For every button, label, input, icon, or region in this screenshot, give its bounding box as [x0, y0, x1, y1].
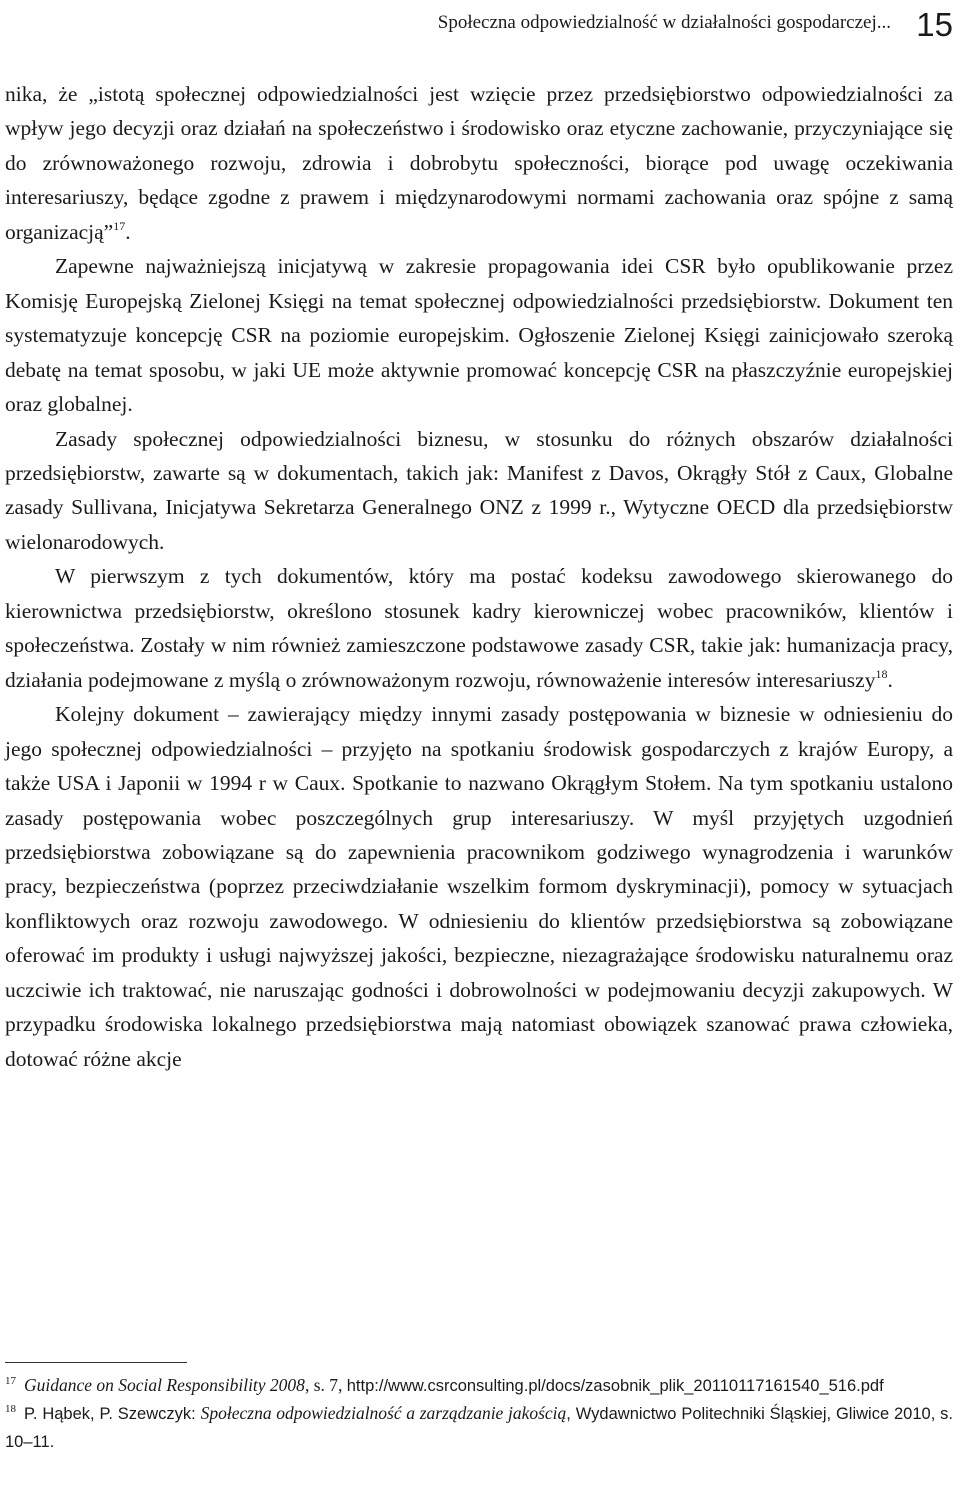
paragraph: Zasady społecznej odpowiedzialności biznesu, w stosunku do różnych obszarów działalności przedsiębiorstw, zawarte są w dokumentach, takich jak: Manifest z Davos, Okrągły Stół z Caux, Globalne zasady Sullivana, Inicjatywa Sekretarza Generalnego ONZ z 1999 r., Wytyczne OECD dla przedsiębiorstw wielonarodowych.	[5, 426, 953, 554]
paragraph: Kolejny dokument – zawierający między innymi zasady postępowania w biznesie w odniesieniu do jego społecznej odpowiedzialności – przyjęto na spotkaniu środowisk gospodarczych z krajów Europy, a także USA i Japonii w 1994 r w Caux. Spotkanie to nazwano Okrągłym Stołem. Na tym spotkaniu ustalono zasady postępowania wobec poszczególnych grup interesariuszy. W myśl przyjętych uzgodnień przedsiębiorstwa zobowiązane są do zapewnienia pracownikom godziwego wynagrodzenia i warunków pracy, bezpieczeństwa (poprzez przeciwdziałanie wszelkim formom dyskryminacji), pomocy w sytuacjach konfliktowych oraz rozwoju zawodowego. W odniesieniu do klientów przedsiębiorstwa są zobowiązane oferować im produkty i usługi najwyższej jakości, bezpieczne, niezagrażające środowisku naturalnemu oraz uczciwie ich traktować, nie naruszając godności i dobrowolności w podejmowaniu decyzji zakupowych. W przypadku środowiska lokalnego przedsiębiorstwa mają natomiast obowiązek szanować prawa człowieka, dotować różne akcje	[5, 702, 953, 1071]
footnote-title: Guidance on Social Responsibility 2008	[24, 1375, 305, 1395]
footnote-link[interactable]: http://www.csrconsulting.pl/docs/zasobnik_plik_20110117161540_516.pdf	[346, 1377, 884, 1395]
paragraph-text: W pierwszym z tych dokumentów, który ma postać kodeksu zawodowego skierowanego do kierownictwa przedsiębiorstw, określono stosunek kadry kierowniczej wobec pracowników, klientów i społeczeństwa. Zostały w nim również zamieszczone podstawowe zasady CSR, takie jak: humanizacja pracy, działania podejmowane z myślą o zrównoważonym rozwoju, równoważenie interesów interesariuszy	[5, 564, 953, 692]
body-text	[5, 77, 953, 1076]
footnote-separator	[5, 1362, 187, 1363]
footnote-publisher: , Wydawnictwo Politechniki Śląskiej, Gliwice 2010, s. 10–11.	[5, 1405, 953, 1451]
footnote-number: 18	[5, 1403, 16, 1415]
footnote-authors: P. Hąbek, P. Szewczyk:	[24, 1405, 201, 1423]
footnote-ref-18: 18	[875, 666, 888, 681]
footnote-pages: , s. 7,	[304, 1375, 347, 1395]
page-header	[0, 6, 953, 43]
footnote-title: Społeczna odpowiedzialność a zarządzanie jakością	[200, 1403, 567, 1423]
paragraph-text: nika, że „istotą społecznej odpowiedzialności jest wzięcie przez przedsiębiorstwo odpowiedzialności za wpływ jego decyzji oraz działań na społeczeństwo i środowisko oraz etyczne zachowanie, przyczyniające się do zrównoważonego rozwoju, zdrowia i dobrobytu społeczności, biorące pod uwagę oczekiwania interesariuszy, będące zgodne z prawem i międzynarodowymi normami zachowania oraz spójne z samą organizacją”	[5, 82, 953, 244]
paragraph-end: .	[125, 219, 131, 244]
page-number: 15	[916, 6, 953, 43]
paragraph	[5, 77, 953, 249]
footnote-17	[5, 1372, 953, 1400]
footnote-ref-17: 17	[113, 218, 126, 233]
paragraph	[5, 559, 953, 697]
footnote-18	[5, 1400, 953, 1456]
paragraph-end: .	[887, 667, 893, 692]
running-title: Społeczna odpowiedzialność w działalności gospodarczej...	[437, 12, 891, 33]
footnote-number: 17	[5, 1375, 16, 1387]
paragraph: Zapewne najważniejszą inicjatywą w zakresie propagowania idei CSR było opublikowanie przez Komisję Europejską Zielonej Księgi na temat społecznej odpowiedzialności przedsiębiorstw. Dokument ten systematyzuje koncepcję CSR na poziomie europejskim. Ogłoszenie Zielonej Księgi zainicjowało szeroką debatę na temat sposobu, w jaki UE może aktywnie promować koncepcję CSR na płaszczyźnie europejskiej oraz globalnej.	[5, 254, 953, 417]
footnotes	[5, 1372, 953, 1456]
